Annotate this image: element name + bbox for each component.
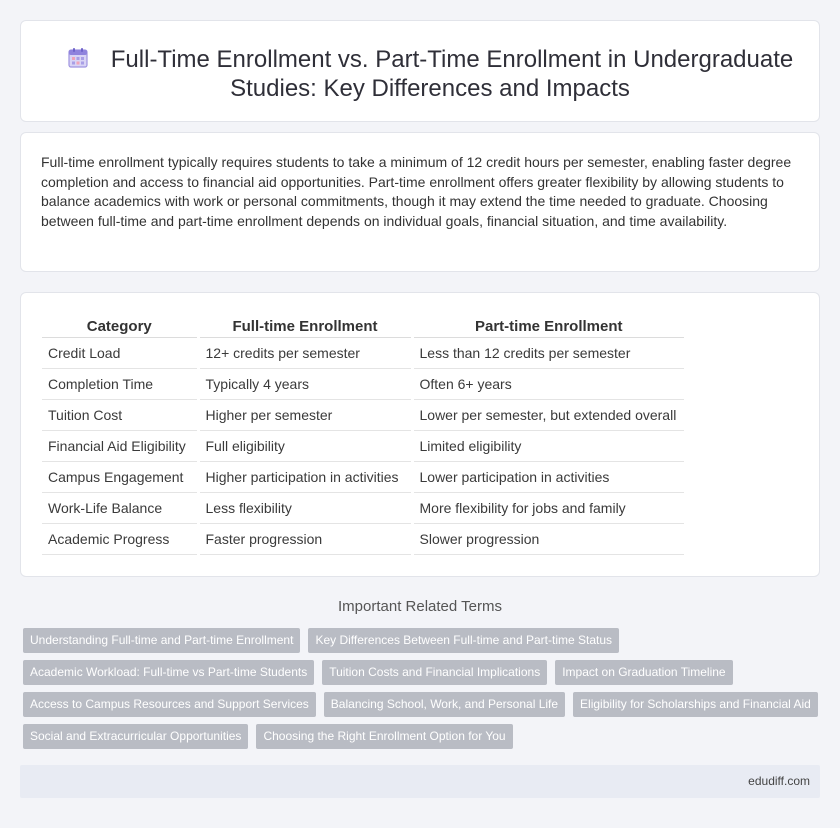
- related-term-tag[interactable]: Key Differences Between Full-time and Part-time Status: [308, 628, 619, 653]
- table-cell: Credit Load: [42, 337, 198, 368]
- table-cell: More flexibility for jobs and family: [412, 492, 684, 523]
- table-cell: Higher per semester: [198, 399, 412, 430]
- table-row: [42, 337, 684, 368]
- related-term-tag[interactable]: Tuition Costs and Financial Implications: [322, 660, 547, 685]
- table-cell: Limited eligibility: [412, 430, 684, 461]
- related-term-tag[interactable]: Eligibility for Scholarships and Financial Aid: [573, 692, 818, 717]
- table-cell: Less than 12 credits per semester: [412, 337, 684, 368]
- table-cell: Academic Progress: [42, 523, 198, 554]
- table-cell: 12+ credits per semester: [198, 337, 412, 368]
- table-cell: Lower participation in activities: [412, 461, 684, 492]
- related-term-tag[interactable]: Understanding Full-time and Part-time Enrollment: [23, 628, 300, 653]
- footer: [20, 765, 820, 798]
- column-header: Part-time Enrollment: [412, 315, 684, 337]
- table-cell: Campus Engagement: [42, 461, 198, 492]
- column-header: Full-time Enrollment: [198, 315, 412, 337]
- table-cell: Less flexibility: [198, 492, 412, 523]
- table-cell: Completion Time: [42, 368, 198, 399]
- related-term-tag[interactable]: Access to Campus Resources and Support Services: [23, 692, 316, 717]
- page-title-text: Full-Time Enrollment vs. Part-Time Enrollment in Undergraduate Studies: Key Differences and Impacts: [110, 46, 794, 102]
- intro-card: [20, 132, 820, 272]
- table-cell: Lower per semester, but extended overall: [412, 399, 684, 430]
- comparison-table: [42, 315, 684, 555]
- table-cell: Higher participation in activities: [198, 461, 412, 492]
- table-cell: Tuition Cost: [42, 399, 198, 430]
- table-row: [42, 399, 684, 430]
- table-cell: Full eligibility: [198, 430, 412, 461]
- intro-paragraph: Full-time enrollment typically requires students to take a minimum of 12 credit hours per semester, enabling faster degree completion and access to financial aid opportunities. Part-time enrollment offers greater flexibility by allowing students to balance academics with work or personal commitments, though it may extend the time needed to graduate. Choosing between full-time and part-time enrollment depends on individual goals, financial situation, and time availability.: [41, 154, 792, 229]
- site-name[interactable]: edudiff.com: [748, 774, 810, 788]
- table-row: [42, 368, 684, 399]
- table-row: [42, 461, 684, 492]
- related-term-tag[interactable]: Balancing School, Work, and Personal Life: [324, 692, 565, 717]
- table-cell: Work-Life Balance: [42, 492, 198, 523]
- table-row: [42, 430, 684, 461]
- column-header: Category: [42, 315, 198, 337]
- related-term-tag[interactable]: Choosing the Right Enrollment Option for You: [256, 724, 512, 749]
- related-term-tag[interactable]: Impact on Graduation Timeline: [555, 660, 732, 685]
- table-row: [42, 492, 684, 523]
- table-cell: Faster progression: [198, 523, 412, 554]
- related-terms-heading: Important Related Terms: [338, 598, 502, 615]
- table-row: [42, 523, 684, 554]
- related-term-tag[interactable]: Social and Extracurricular Opportunities: [23, 724, 248, 749]
- calendar-icon: [67, 47, 89, 69]
- table-cell: Typically 4 years: [198, 368, 412, 399]
- table-header-row: [42, 315, 684, 337]
- related-terms-list: [23, 628, 823, 756]
- related-term-tag[interactable]: Academic Workload: Full-time vs Part-time Students: [23, 660, 314, 685]
- table-cell: Financial Aid Eligibility: [42, 430, 198, 461]
- table-cell: Slower progression: [412, 523, 684, 554]
- table-cell: Often 6+ years: [412, 368, 684, 399]
- comparison-card: [20, 292, 820, 577]
- page-title: [61, 45, 799, 103]
- header-card: [20, 20, 820, 122]
